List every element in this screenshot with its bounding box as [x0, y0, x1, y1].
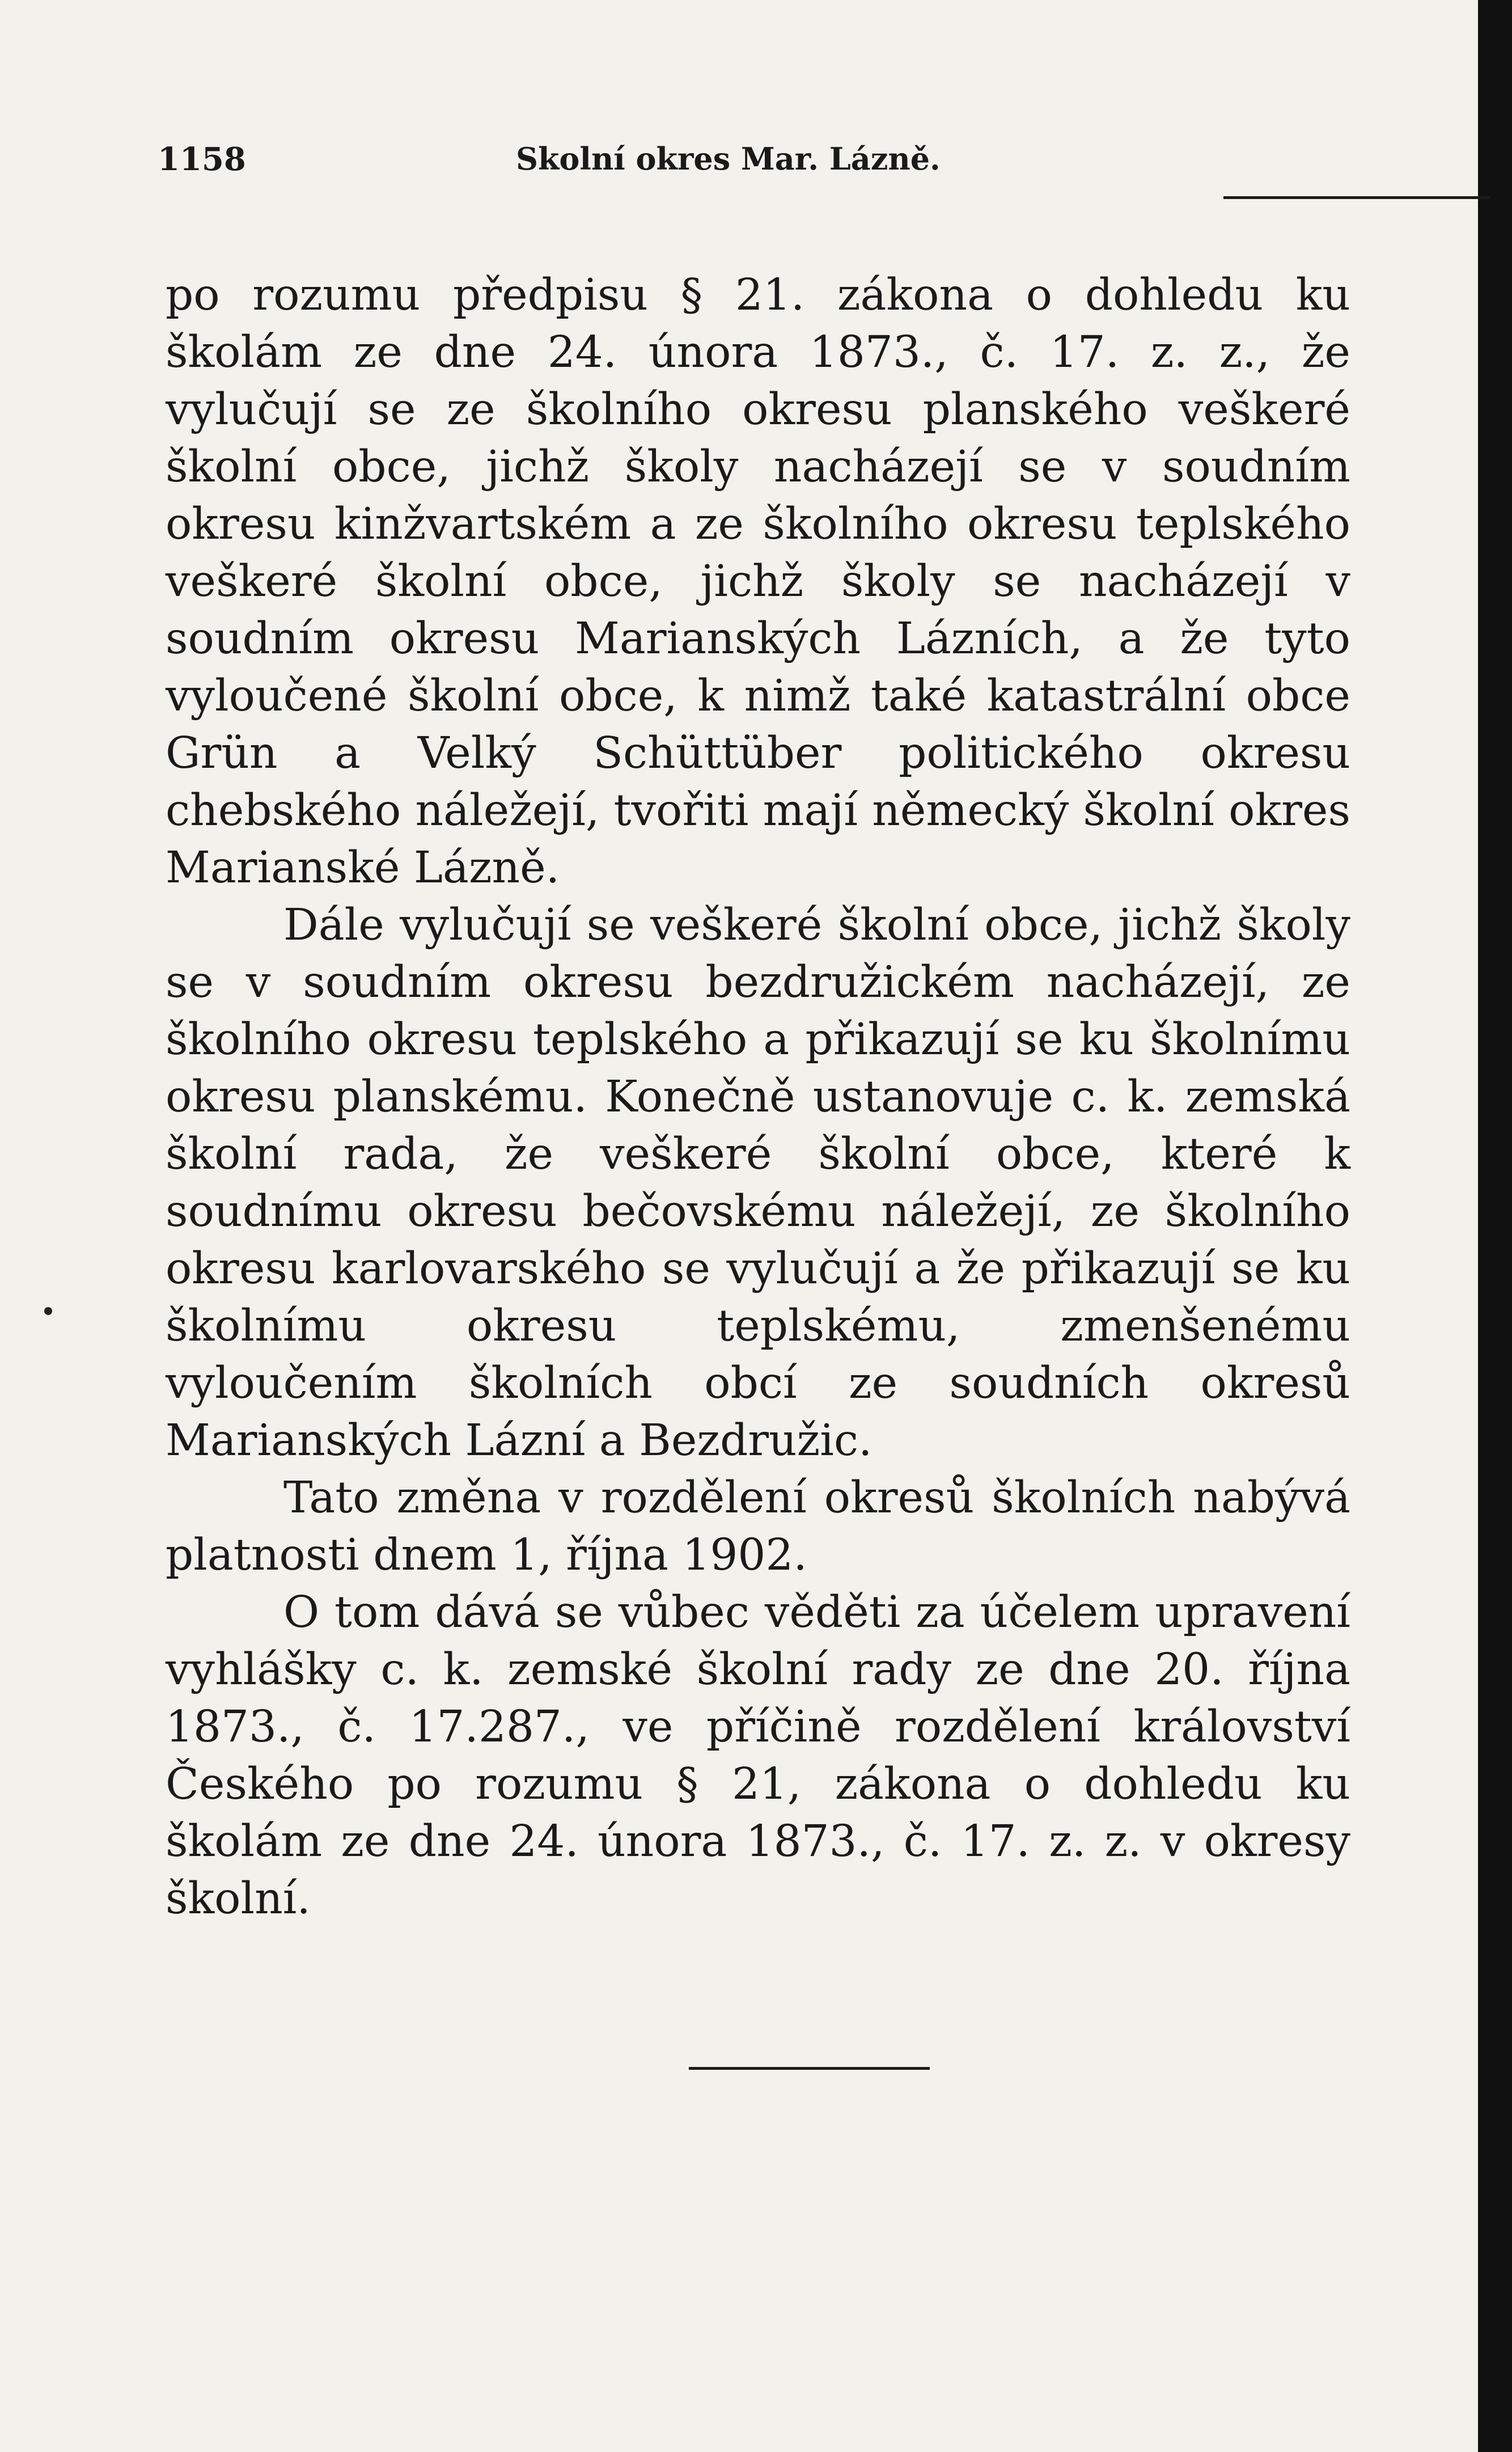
running-head: Skolní okres Mar. Lázně.	[516, 141, 941, 177]
paragraph-1: po rozumu předpisu § 21. zákona o dohledu ku školám ze dne 24. února 1873., č. 17. z. z., že vylučují se ze školního okresu planského veškeré školní obce, jichž školy nacházejí se v soudním okresu kinžvartském a ze školního okresu teplského veškeré školní obce, jichž školy se nacházejí v soudním okresu Marianských Lázních, a že tyto vyloučené školní obce, k nimž také katastrální obce Grün a Velký Schüttüber politického okresu chebského náležejí, tvořiti mají německý školní okres Marianské Lázně.	[166, 270, 1350, 893]
header-rule	[1223, 196, 1490, 199]
paragraph-2: Dále vylučují se veškeré školní obce, jichž školy se v soudním okresu bezdružickém nacházejí, ze školního okresu teplského a přikazují se ku školnímu okresu planskému. Konečně ustanovuje c. k. zemská školní rada, že veškeré školní obce, které k soudnímu okresu bečovskému náležejí, ze školního okresu karlovarského se vylučují a že přikazují se ku školnímu okresu teplskému, zmenšenému vyloučením školních obcí ze soudních okresů Marianských Lázní a Bezdružic.	[166, 900, 1350, 1466]
paragraph-3: Tato změna v rozdělení okresů školních nabývá platnosti dnem 1, října 1902.	[166, 1473, 1350, 1580]
ink-speck	[44, 1307, 52, 1315]
scan-edge	[1478, 0, 1512, 2452]
end-rule	[689, 2067, 930, 2070]
page-number: 1158	[158, 141, 246, 178]
paragraph-4: O tom dává se vůbec věděti za účelem upravení vyhlášky c. k. zemské školní rady ze dne 20. října 1873., č. 17.287., ve příčině rozdělení království Českého po rozumu § 21, zákona o dohledu ku školám ze dne 24. února 1873., č. 17. z. z. v okresy školní.	[166, 1587, 1350, 1924]
body-text	[166, 267, 1350, 1927]
page-header	[158, 141, 1337, 186]
